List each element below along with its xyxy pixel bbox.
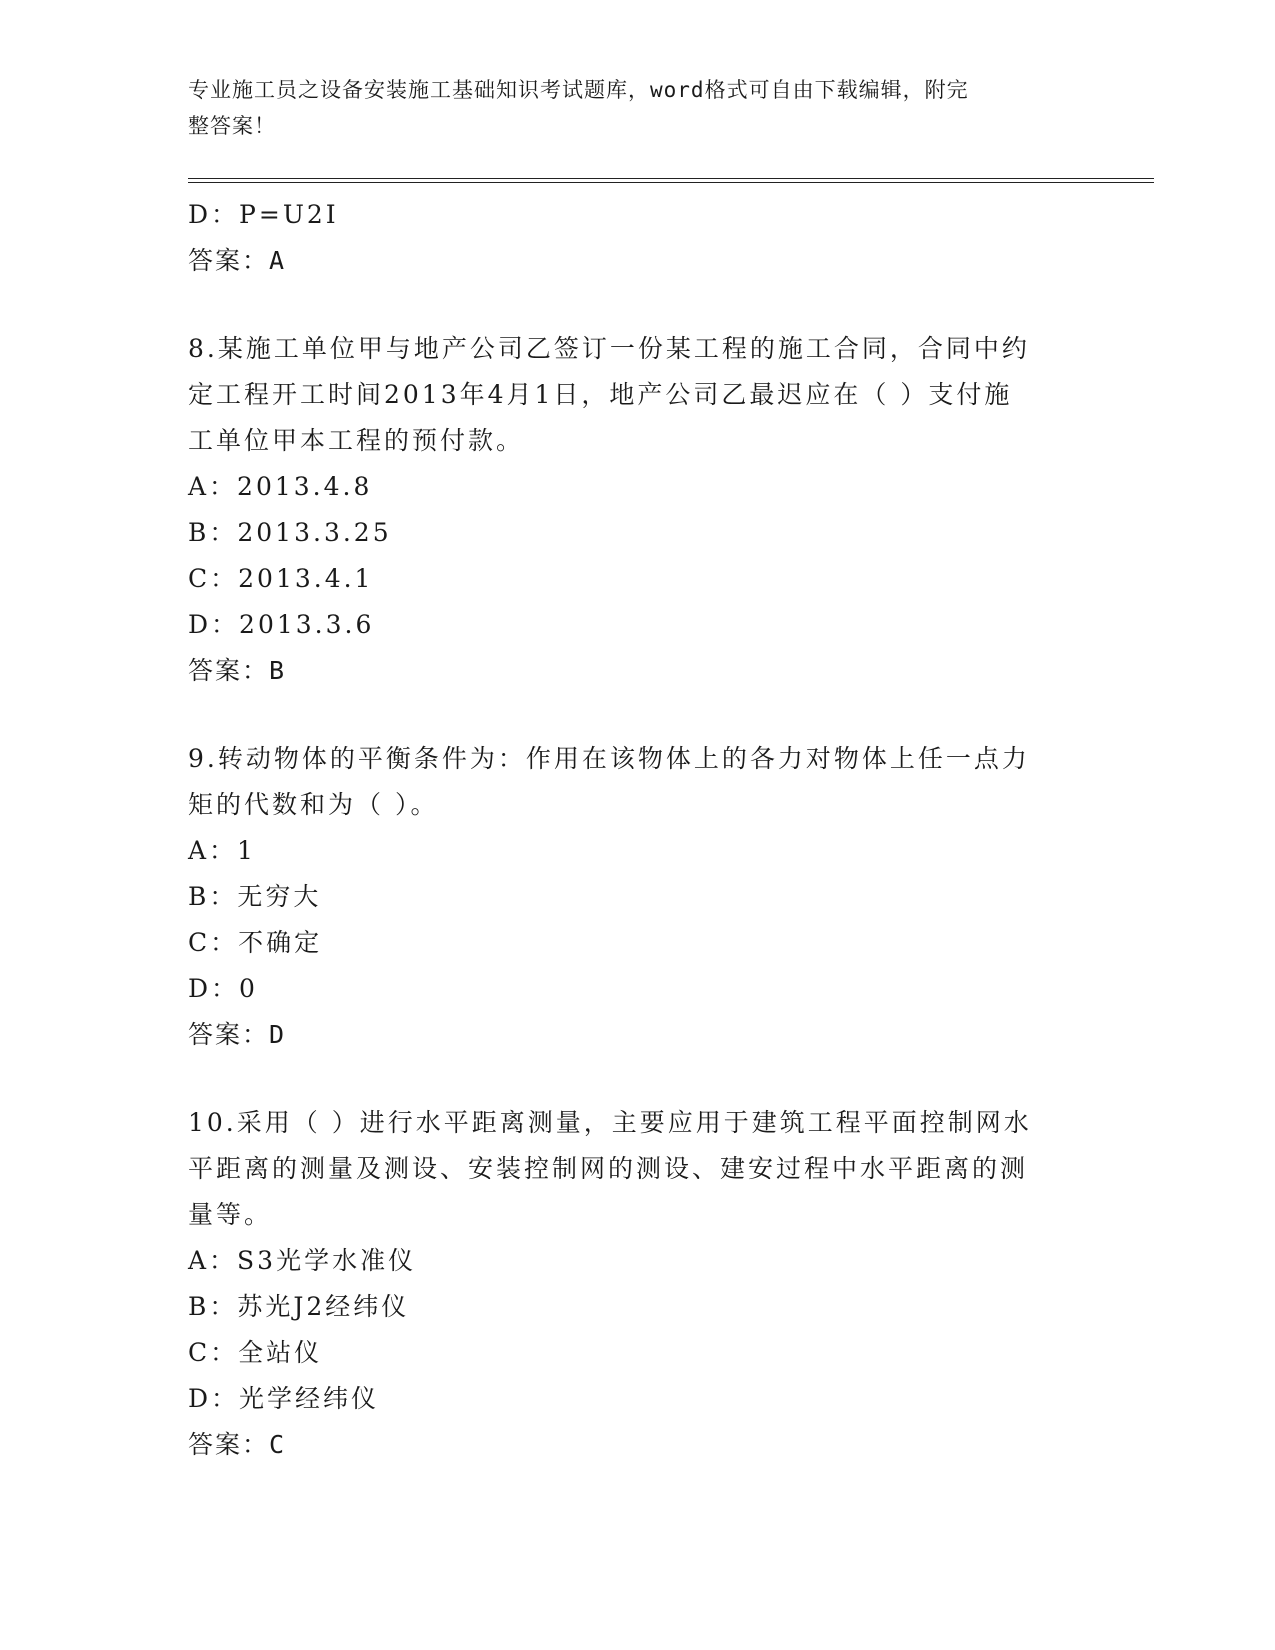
q10-stem-line: 10.采用（ ）进行水平距离测量，主要应用于建筑工程平面控制网水: [188, 1108, 1032, 1137]
header-divider-top: [188, 178, 1154, 179]
document-body: [188, 192, 1068, 1468]
q8-option-b: B：2013.3.25: [188, 518, 392, 547]
q9-stem: [188, 736, 1068, 828]
q9-stem-line: 矩的代数和为（ ）。: [188, 790, 439, 819]
q9-option-c: C：不确定: [188, 928, 323, 957]
q10-option-a: A：S3光学水准仪: [188, 1246, 417, 1275]
q8-stem-line: 8.某施工单位甲与地产公司乙签订一份某工程的施工合同，合同中约: [188, 334, 1030, 363]
q10-stem-line: 量等。: [188, 1200, 273, 1229]
q10-stem: [188, 1100, 1068, 1238]
q10-answer: 答案：C: [188, 1430, 287, 1459]
document-header: [188, 72, 1068, 144]
q7-answer: 答案：A: [188, 246, 287, 275]
q8-answer: 答案：B: [188, 656, 287, 685]
header-divider-bottom: [188, 182, 1154, 183]
q8-option-c: C：2013.4.1: [188, 564, 374, 593]
header-line-2: 整答案！: [188, 114, 276, 138]
q9-option-a: A：1: [188, 836, 256, 865]
q8-option-d: D：2013.3.6: [188, 610, 375, 639]
q8-option-a: A：2013.4.8: [188, 472, 373, 501]
q8-stem-line: 定工程开工时间2013年4月1日，地产公司乙最迟应在（ ）支付施: [188, 380, 1013, 409]
q9-stem-line: 9.转动物体的平衡条件为：作用在该物体上的各力对物体上任一点力: [188, 744, 1030, 773]
q10-stem-line: 平距离的测量及测设、安装控制网的测设、建安过程中水平距离的测: [188, 1154, 1029, 1183]
q9-option-b: B：无穷大: [188, 882, 322, 911]
q7-option-d: D：P=U2I: [188, 200, 339, 229]
q9-answer: 答案：D: [188, 1020, 287, 1049]
q10-option-b: B：苏光J2经纬仪: [188, 1292, 410, 1321]
q8-stem-line: 工单位甲本工程的预付款。: [188, 426, 525, 455]
header-line-1: 专业施工员之设备安装施工基础知识考试题库，word格式可自由下载编辑，附完: [188, 78, 969, 102]
q9-option-d: D：0: [188, 974, 258, 1003]
q8-stem: [188, 326, 1068, 464]
q10-option-c: C：全站仪: [188, 1338, 323, 1367]
q10-option-d: D：光学经纬仪: [188, 1384, 380, 1413]
